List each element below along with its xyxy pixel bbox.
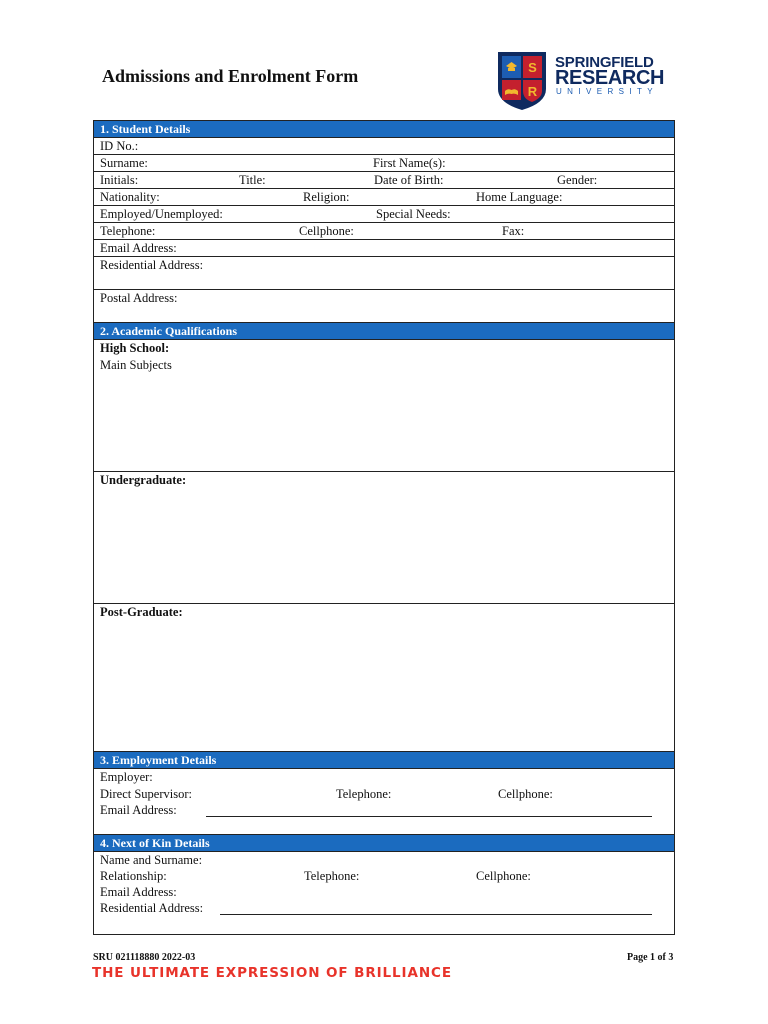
undergraduate-label: Undergraduate: [100, 473, 187, 487]
telephone-field[interactable]: Telephone: [100, 224, 156, 238]
kin-relationship-field[interactable]: Relationship: [100, 869, 167, 883]
supervisor-field[interactable]: Direct Supervisor: [100, 787, 192, 801]
row-postal [94, 290, 674, 323]
logo-research: RESEARCH [555, 67, 665, 89]
first-names-field[interactable]: First Name(s): [373, 156, 446, 170]
residential-address-field[interactable]: Residential Address: [100, 258, 204, 272]
crest-icon [497, 51, 547, 111]
row-id-no [94, 138, 674, 155]
crest-letter-s: S [528, 60, 537, 75]
tagline: THE ULTIMATE EXPRESSION OF BRILLIANCE [92, 965, 452, 981]
kin-telephone-field[interactable]: Telephone: [304, 869, 360, 883]
row-initials [94, 172, 674, 189]
section-next-of-kin: 4. Next of Kin Details [94, 835, 674, 852]
section-academic: 2. Academic Qualifications [94, 323, 674, 340]
dob-field[interactable]: Date of Birth: [374, 173, 444, 187]
nationality-field[interactable]: Nationality: [100, 190, 160, 204]
row-employment-status [94, 206, 674, 223]
kin-name-field[interactable]: Name and Surname: [100, 853, 203, 867]
initials-field[interactable]: Initials: [100, 173, 139, 187]
crest-letter-r: R [527, 84, 538, 99]
row-nationality [94, 189, 674, 206]
university-logo [497, 51, 672, 113]
row-contact [94, 223, 674, 240]
logo-university: UNIVERSITY [556, 87, 659, 96]
kin-residential-label: Residential Address: [100, 901, 204, 915]
postgraduate-label: Post-Graduate: [100, 605, 183, 619]
document-code: SRU 021118880 2022-03 [93, 952, 196, 963]
employment-email-label: Email Address: [100, 803, 177, 817]
employment-block [94, 769, 674, 835]
postgraduate-box[interactable] [94, 604, 674, 752]
row-names [94, 155, 674, 172]
section-employment: 3. Employment Details [94, 752, 674, 769]
surname-field[interactable]: Surname: [100, 156, 148, 170]
home-language-field[interactable]: Home Language: [476, 190, 563, 204]
cellphone-field[interactable]: Cellphone: [299, 224, 354, 238]
employment-email-line[interactable] [206, 816, 652, 817]
special-needs-field[interactable]: Special Needs: [376, 207, 451, 221]
fax-field[interactable]: Fax: [502, 224, 525, 238]
high-school-box[interactable] [94, 340, 674, 472]
postal-address-field[interactable]: Postal Address: [100, 291, 178, 305]
logo-springfield: SPRINGFIELD [555, 54, 654, 71]
religion-field[interactable]: Religion: [303, 190, 350, 204]
row-residential [94, 257, 674, 290]
page-number: Page 1 of 3 [627, 952, 674, 963]
kin-residential-line[interactable] [220, 914, 652, 915]
main-subjects-label: Main Subjects [100, 358, 172, 372]
high-school-label: High School: [100, 341, 170, 355]
gender-field[interactable]: Gender: [557, 173, 598, 187]
undergraduate-box[interactable] [94, 472, 674, 604]
kin-block [94, 852, 674, 934]
kin-email-field[interactable]: Email Address: [100, 885, 177, 899]
section-student-details: 1. Student Details [94, 121, 674, 138]
row-email [94, 240, 674, 257]
email-field[interactable]: Email Address: [100, 241, 177, 255]
employer-field[interactable]: Employer: [100, 770, 153, 784]
employment-cellphone-field[interactable]: Cellphone: [498, 787, 553, 801]
form-title: Admissions and Enrolment Form [102, 66, 359, 86]
kin-cellphone-field[interactable]: Cellphone: [476, 869, 531, 883]
id-no-field[interactable]: ID No.: [100, 139, 139, 153]
employment-telephone-field[interactable]: Telephone: [336, 787, 392, 801]
enrolment-form [93, 120, 675, 935]
title-field[interactable]: Title: [239, 173, 266, 187]
employed-field[interactable]: Employed/Unemployed: [100, 207, 223, 221]
